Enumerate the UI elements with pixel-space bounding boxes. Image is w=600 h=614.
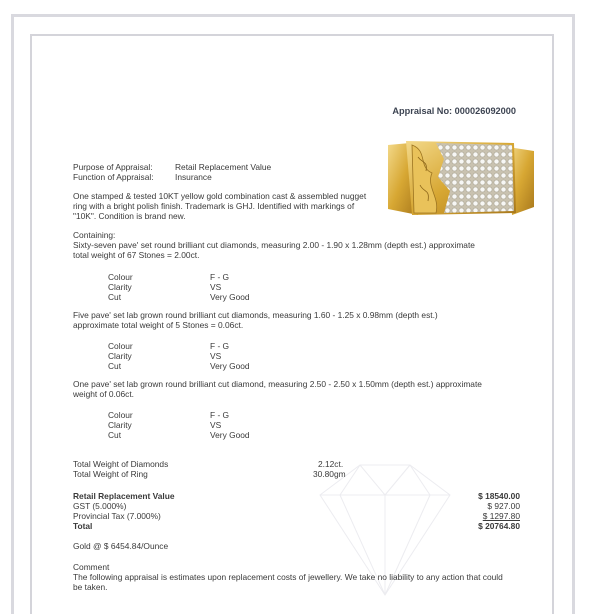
colour-label: Colour	[108, 272, 133, 282]
clarity-value: VS	[210, 282, 222, 292]
cut-label: Cut	[108, 292, 122, 302]
purpose-value: Retail Replacement Value	[175, 162, 272, 172]
total-amount: $ 20764.80	[478, 521, 520, 531]
cut-value: Very Good	[210, 292, 250, 302]
appraisal-number: Appraisal No: 000026092000	[392, 106, 516, 116]
clarity-label: Clarity	[108, 351, 132, 361]
stone-description: Five pave' set lab grown round brilliant cut diamonds, measuring 1.60 - 1.25 x 0.98mm (depth est.)	[73, 310, 438, 320]
clarity-value: VS	[210, 420, 222, 430]
function-value: Insurance	[175, 172, 212, 182]
colour-value: F - G	[210, 341, 230, 351]
stone-description: weight of 0.06ct.	[73, 389, 134, 399]
gst-label: GST (5.000%)	[73, 501, 127, 511]
containing-label: Containing:	[73, 230, 116, 240]
description-line: "10K". Condition is brand new.	[73, 211, 186, 221]
retail-value-label: Retail Replacement Value	[73, 491, 175, 501]
stone-description: total weight of 67 Stones = 2.00ct.	[73, 250, 200, 260]
comment-text: be taken.	[73, 582, 108, 592]
description-line: ring with a bright polish finish. Trademark is GHJ. Identified with markings of	[73, 201, 355, 211]
total-ring-value: 30.80gm	[313, 469, 346, 479]
retail-value-amount: $ 18540.00	[478, 491, 520, 501]
clarity-value: VS	[210, 351, 222, 361]
ring-image	[388, 137, 534, 215]
provincial-tax-amount: $ 1297.80	[482, 511, 520, 521]
stone-description: Sixty-seven pave' set round brilliant cut diamonds, measuring 2.00 - 1.90 x 1.28mm (depth est.) approximate	[73, 240, 475, 250]
comment-text: The following appraisal is estimates upon replacement costs of jewellery. We take no liability to any action that could	[73, 572, 503, 582]
total-diamonds-value: 2.12ct.	[318, 459, 344, 469]
stone-description: One pave' set lab grown round brilliant cut diamond, measuring 2.50 - 2.50 x 1.50mm (depth est.) approximate	[73, 379, 482, 389]
gst-amount: $ 927.00	[487, 501, 520, 511]
clarity-label: Clarity	[108, 420, 132, 430]
description-line: One stamped & tested 10KT yellow gold combination cast & assembled nugget	[73, 191, 367, 201]
total-diamonds-label: Total Weight of Diamonds	[73, 459, 169, 469]
function-label: Function of Appraisal:	[73, 172, 154, 182]
stone-description: approximate total weight of 5 Stones = 0.06ct.	[73, 320, 244, 330]
colour-label: Colour	[108, 410, 133, 420]
colour-label: Colour	[108, 341, 133, 351]
cut-label: Cut	[108, 361, 122, 371]
purpose-label: Purpose of Appraisal:	[73, 162, 153, 172]
cut-value: Very Good	[210, 361, 250, 371]
comment-label: Comment	[73, 562, 110, 572]
colour-value: F - G	[210, 272, 230, 282]
cut-label: Cut	[108, 430, 122, 440]
provincial-tax-label: Provincial Tax (7.000%)	[73, 511, 161, 521]
cut-value: Very Good	[210, 430, 250, 440]
clarity-label: Clarity	[108, 282, 132, 292]
total-label: Total	[73, 521, 93, 531]
total-ring-label: Total Weight of Ring	[73, 469, 148, 479]
gold-price: Gold @ $ 6454.84/Ounce	[73, 541, 169, 551]
colour-value: F - G	[210, 410, 230, 420]
